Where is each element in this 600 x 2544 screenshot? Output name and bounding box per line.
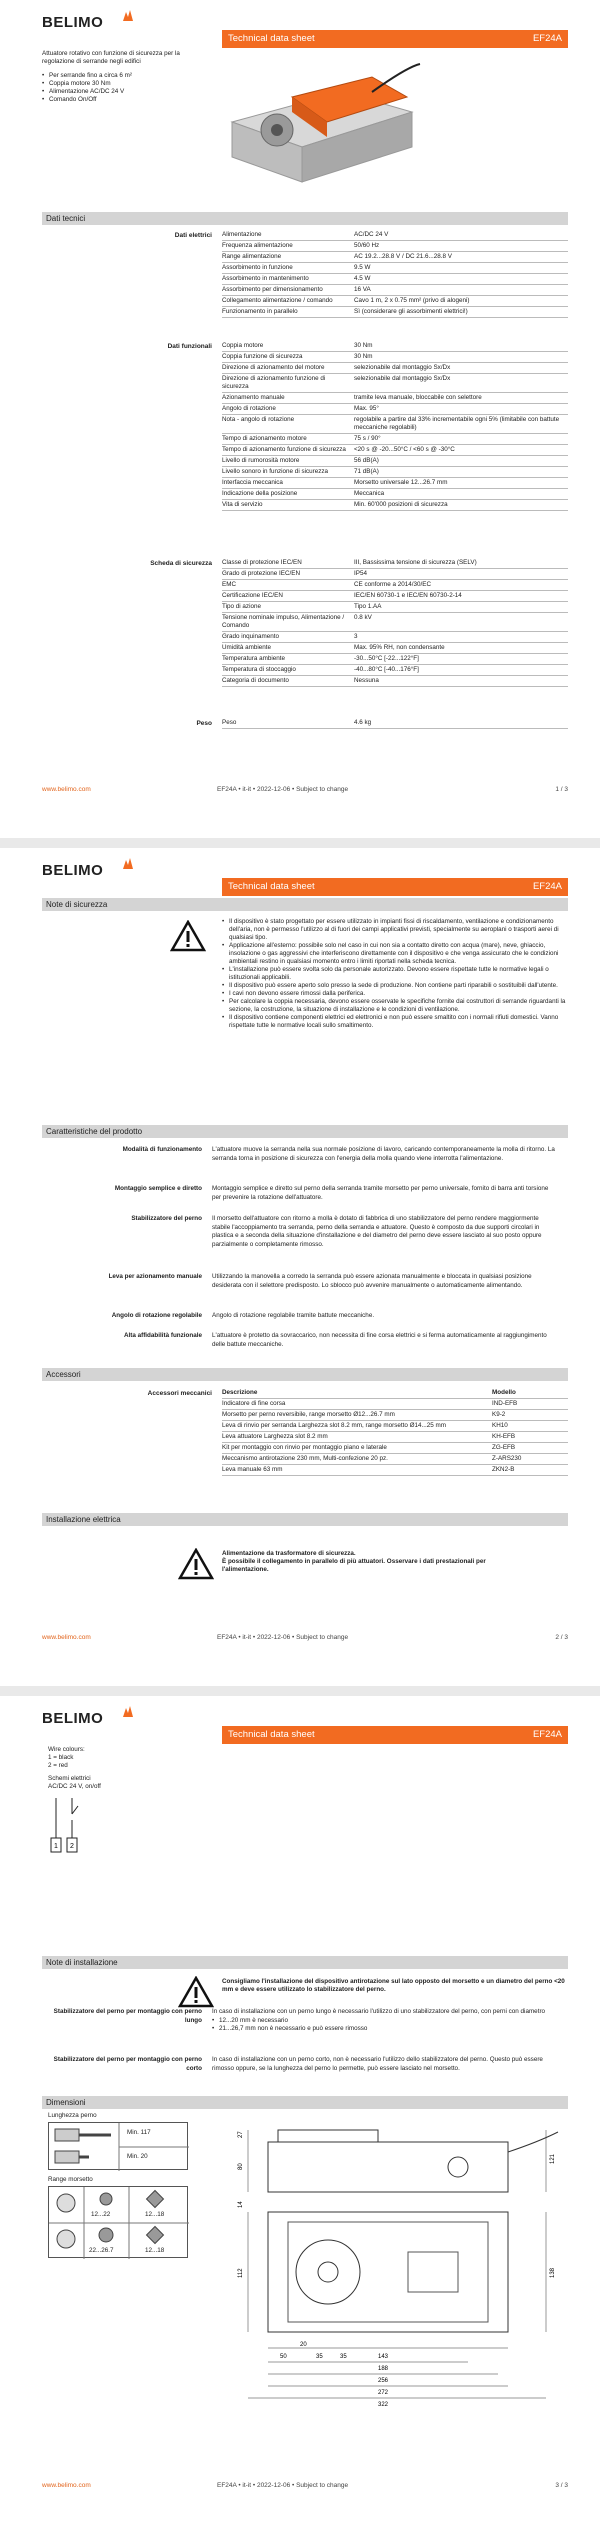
- intro-text: Attuatore rotativo con funzione di sicurezza per la regolazione di serrande negli edifici: [42, 50, 180, 65]
- page-separator: [0, 838, 600, 848]
- shaft-min-short: Min. 20: [127, 2153, 148, 2160]
- row-value: AC/DC 24 V: [354, 231, 389, 238]
- row-key: Tempo di azionamento funzione di sicurezza: [222, 446, 346, 453]
- table-row: [222, 1421, 568, 1432]
- long-shaft-text: In caso di installazione con un perno lungo è necessario l'utilizzo di uno stabilizzatore del perno, con perni con diametro: [212, 2008, 546, 2015]
- row-key: Angolo di rotazione: [222, 405, 276, 412]
- clamp-square-range: 12...18: [145, 2247, 165, 2254]
- page-2: [0, 848, 600, 1696]
- warning-icon: [178, 1548, 214, 1580]
- list-item: • Per serrande fino a circa 6 m²: [42, 72, 212, 80]
- dim-label: 272: [378, 2390, 389, 2396]
- row-key: Grado inquinamento: [222, 633, 280, 640]
- table-row: [222, 654, 568, 665]
- row-value: 9.5 W: [354, 264, 371, 271]
- row-value: Tipo 1.AA: [354, 603, 382, 610]
- feature-list: [42, 72, 212, 104]
- section-safety-notes: Note di sicurezza: [42, 898, 568, 911]
- accessory-description: Indicatore di fine corsa: [222, 1400, 286, 1407]
- dim-label: 35: [340, 2354, 347, 2360]
- dim-label: 188: [378, 2366, 389, 2372]
- clamp-round-range: 12...22: [91, 2211, 111, 2218]
- feature-label: Montaggio semplice e diretto: [114, 1185, 202, 1192]
- table-row: [222, 1410, 568, 1421]
- note-title: Alimentazione da trasformatore di sicurezza.: [222, 1550, 356, 1557]
- feature-label: Modalità di funzionamento: [122, 1146, 202, 1153]
- table-electrical: [222, 230, 568, 318]
- table-row: [222, 569, 568, 580]
- table-row: [222, 676, 568, 687]
- long-shaft-list: [212, 2017, 558, 2034]
- list-item: • Comando On/Off: [42, 96, 212, 104]
- table-row: [222, 1465, 568, 1476]
- row-key: Funzionamento in parallelo: [222, 308, 298, 315]
- footer-info: EF24A • it-it • 2022-12-06 • Subject to change: [217, 2482, 349, 2489]
- accessory-model: ZG-EFB: [492, 1444, 516, 1451]
- row-value: 30 Nm: [354, 353, 373, 360]
- row-key: Azionamento manuale: [222, 394, 285, 401]
- feature-text: L'attuatore muove la serranda nella sua normale posizione di lavoro, caricando contemporaneamente la molla di ritorno. La serranda torna in posizione di sicurezza con l'energia della molla quando viene interrotta l'alimentazione.: [212, 1146, 555, 1162]
- feature-text: L'attuatore è protetto da sovraccarico, non necessita di fine corsa elettrici e si ferma automaticamente al raggiungimento delle battute meccaniche.: [212, 1332, 547, 1348]
- table-row: [222, 230, 568, 241]
- table-row: [222, 500, 568, 511]
- table-row: [222, 252, 568, 263]
- dim-label: 80: [238, 2163, 244, 2170]
- shaft-length-title: Lunghezza perno: [48, 2112, 97, 2119]
- row-key: Classe di protezione IEC/EN: [222, 559, 302, 566]
- row-key: Collegamento alimentazione / comando: [222, 297, 333, 304]
- table-row: [222, 456, 568, 467]
- table-row: [222, 296, 568, 307]
- list-item: • Il dispositivo contiene componenti elettrici ed elettronici e non può essere smaltito con i normali rifiuti domestici. Vanno rispettate tutte le normative locali sullo smaltimento.: [222, 1014, 568, 1030]
- row-key: Umidità ambiente: [222, 644, 271, 651]
- shaft-length-box: [48, 2122, 188, 2170]
- feature-label: Alta affidabilità funzionale: [123, 1332, 202, 1339]
- group-functional: Dati funzionali: [167, 343, 212, 350]
- column-header: Modello: [492, 1389, 516, 1396]
- row-key: Temperatura di stoccaggio: [222, 666, 296, 673]
- clamp-square-range: 12...18: [145, 2211, 165, 2218]
- row-key: Interfaccia meccanica: [222, 479, 283, 486]
- accessory-model: Z-ARS230: [492, 1455, 522, 1462]
- table-row: [222, 415, 568, 434]
- row-key: Tempo di azionamento motore: [222, 435, 307, 442]
- row-value: Sì (considerare gli assorbimenti elettrici!): [354, 308, 468, 315]
- table-row: [222, 341, 568, 352]
- row-key: Range alimentazione: [222, 253, 282, 260]
- header-band: Technical data sheet EF24A: [222, 30, 568, 48]
- column-header: Descrizione: [222, 1389, 258, 1396]
- row-key: Direzione di azionamento funzione di sicurezza: [222, 375, 326, 390]
- row-value: 50/60 Hz: [354, 242, 380, 249]
- table-row: [222, 363, 568, 374]
- list-item: • I cavi non devono essere rimossi dalla periferica.: [222, 990, 568, 998]
- accessory-description: Leva di rinvio per serranda Larghezza slot 8.2 mm, range morsetto Ø14...25 mm: [222, 1422, 446, 1429]
- row-value: -30...50°C [-22...122°F]: [354, 655, 419, 662]
- belimo-logo: BELIMO: [42, 14, 103, 31]
- note-text: È possibile il collegamento in parallelo di più attuatori. Osservare i dati prestazionali per l'alimentazione.: [222, 1558, 486, 1573]
- accessory-description: Kit per montaggio con rinvio per montaggio piano e laterale: [222, 1444, 387, 1451]
- list-item: • 12...20 mm è necessario: [212, 2017, 558, 2026]
- feature-label: Stabilizzatore del perno: [131, 1215, 202, 1222]
- table-weight: [222, 718, 568, 729]
- dim-label: 14: [238, 2201, 244, 2208]
- row-value: 16 VA: [354, 286, 371, 293]
- table-row: [222, 478, 568, 489]
- row-key: Nota - angolo di rotazione: [222, 416, 295, 423]
- footer-link[interactable]: www.belimo.com: [42, 786, 91, 793]
- row-value: 3: [354, 633, 358, 640]
- feature-row: [42, 1312, 568, 1321]
- flame-icon: [121, 1705, 135, 1719]
- row-value: <20 s @ -20...50°C / <60 s @ -30°C: [354, 446, 455, 453]
- list-item: • 21...26,7 mm non è necessario e può essere rimosso: [212, 2025, 558, 2034]
- schema-title: Schemi elettrici: [48, 1775, 91, 1782]
- table-safety: [222, 558, 568, 687]
- warning-icon: [170, 920, 206, 952]
- row-key: Livello di rumorosità motore: [222, 457, 300, 464]
- table-row: [222, 602, 568, 613]
- row-value: 4.6 kg: [354, 719, 372, 726]
- page-1: [0, 0, 600, 848]
- section-installation-notes: Note di installazione: [42, 1956, 568, 1969]
- table-row: [222, 1443, 568, 1454]
- product-intro: [42, 50, 212, 104]
- table-row: [222, 632, 568, 643]
- header-band: Technical data sheet EF24A: [222, 878, 568, 896]
- table-row: [222, 393, 568, 404]
- list-item: • L'installazione può essere svolta solo da personale autorizzato. Devono essere rispettate tutte le normative legali o istituzionali applicabili.: [222, 966, 568, 982]
- feature-text: [212, 2008, 558, 2034]
- accessory-description: Leva manuale 63 mm: [222, 1466, 283, 1473]
- footer-info: EF24A • it-it • 2022-12-06 • Subject to change: [217, 786, 349, 793]
- group-weight: Peso: [196, 720, 212, 727]
- row-key: Certificazione IEC/EN: [222, 592, 283, 599]
- terminal-label: 2: [70, 1843, 74, 1850]
- table-row: [222, 1399, 568, 1410]
- actuator-photo: [222, 52, 422, 192]
- feature-label: Angolo di rotazione regolabile: [111, 1312, 202, 1319]
- feature-row: [42, 1273, 568, 1290]
- row-key: Vita di servizio: [222, 501, 263, 508]
- feature-row: [42, 1146, 568, 1163]
- row-value: selezionabile dal montaggio Sx/Dx: [354, 364, 451, 371]
- terminal-label: 1: [54, 1843, 58, 1850]
- feature-text: In caso di installazione con un perno corto, non è necessario l'utilizzo dello stabilizzatore del perno. Questo può essere rimosso oppure, se la lunghezza del perno lo permette, può essere lasciato nel morsetto.: [212, 2056, 543, 2072]
- section-technical-data: Dati tecnici: [42, 212, 568, 225]
- shaft-length-figure: [49, 2123, 189, 2171]
- feature-label: Leva per azionamento manuale: [108, 1273, 202, 1280]
- accessory-description: Morsetto per perno reversibile, range morsetto Ø12...26.7 mm: [222, 1411, 395, 1418]
- clamp-round-range: 22...26.7: [89, 2247, 114, 2254]
- row-value: Nessuna: [354, 677, 379, 684]
- feature-row: [42, 1215, 568, 1249]
- row-key: Temperatura ambiente: [222, 655, 286, 662]
- accessory-model: ZKN2-B: [492, 1466, 515, 1473]
- section-electrical-installation: Installazione elettrica: [42, 1513, 568, 1526]
- row-key: Assorbimento in mantenimento: [222, 275, 309, 282]
- group-electrical: Dati elettrici: [174, 232, 212, 239]
- feature-text: Angolo di rotazione regolabile tramite battute meccaniche.: [212, 1312, 375, 1319]
- footer-info: EF24A • it-it • 2022-12-06 • Subject to change: [217, 1634, 349, 1641]
- dim-label: 35: [316, 2354, 323, 2360]
- feature-row: [42, 1185, 568, 1202]
- wire-title: Wire colours:: [48, 1746, 85, 1753]
- table-functional: [222, 341, 568, 511]
- row-value: IEC/EN 60730-1 e IEC/EN 60730-2-14: [354, 592, 462, 599]
- row-value: Max. 95% RH, non condensante: [354, 644, 445, 651]
- list-item: • Coppia motore 30 Nm: [42, 80, 212, 88]
- table-row: [222, 643, 568, 654]
- table-row: [222, 665, 568, 676]
- table-row: [222, 285, 568, 296]
- row-key: Assorbimento per dimensionamento: [222, 286, 323, 293]
- row-value: Morsetto universale 12...26.7 mm: [354, 479, 448, 486]
- table-row: [222, 580, 568, 591]
- row-key: Tipo di azione: [222, 603, 261, 610]
- row-value: 30 Nm: [354, 342, 373, 349]
- wire-item: 2 = red: [48, 1762, 68, 1769]
- list-item: • Alimentazione AC/DC 24 V: [42, 88, 212, 96]
- list-item: • Per calcolare la coppia necessaria, devono essere osservate le specifiche fornite dai costruttori di serrande riguardanti la sezione, la costruzione, la situazione di installazione e le condizioni di ventilazione.: [222, 998, 568, 1014]
- dimension-drawing: [228, 2112, 568, 2442]
- safety-list: [222, 918, 568, 1030]
- table-row: [222, 558, 568, 569]
- table-row: [222, 434, 568, 445]
- table-row: [222, 241, 568, 252]
- table-row: [222, 404, 568, 415]
- row-value: Max. 95°: [354, 405, 379, 412]
- row-value: -40...80°C [-40...176°F]: [354, 666, 419, 673]
- accessory-model: IND-EFB: [492, 1400, 518, 1407]
- warning-icon: [178, 1976, 214, 2008]
- row-value: IP54: [354, 570, 367, 577]
- schema-subtitle: AC/DC 24 V, on/off: [48, 1783, 101, 1790]
- row-value: CE conforme a 2014/30/EC: [354, 581, 432, 588]
- table-row: [222, 591, 568, 602]
- table-header: [222, 1388, 568, 1399]
- row-key: Frequenza alimentazione: [222, 242, 293, 249]
- row-key: Peso: [222, 719, 237, 726]
- page-number: 2 / 3: [555, 1634, 568, 1641]
- dim-label: 20: [300, 2342, 307, 2348]
- dim-label: 322: [378, 2402, 389, 2408]
- table-row: [222, 489, 568, 500]
- row-value: selezionabile dal montaggio Sx/Dx: [354, 375, 451, 382]
- row-key: Coppia funzione di sicurezza: [222, 353, 303, 360]
- belimo-logo: BELIMO: [42, 1710, 103, 1727]
- row-key: Grado di protezione IEC/EN: [222, 570, 301, 577]
- section-dimensions: Dimensioni: [42, 2096, 568, 2109]
- table-row: [222, 1432, 568, 1443]
- table-row: [222, 263, 568, 274]
- row-value: 0.8 kV: [354, 614, 372, 621]
- header-band: Technical data sheet EF24A: [222, 1726, 568, 1744]
- list-item: • Applicazione all'esterno: possibile solo nel caso in cui non sia a contatto diretto con acqua (mare), neve, ghiaccio, insolazione o gas aggressivi che interferiscono direttamente con il dispositivo e che venga assicurato che le condizioni ambientali restino in qualsiasi momento entro i limiti riportati nella scheda tecnica.: [222, 942, 568, 966]
- dim-label: 27: [238, 2131, 244, 2138]
- electrical-note: [222, 1550, 522, 1574]
- list-item: • Il dispositivo può essere aperto solo presso la sede di produzione. Non contiene parti riparabili o sostituibili dall'utente.: [222, 982, 568, 990]
- dim-label: 121: [550, 2153, 556, 2164]
- group-safety: Scheda di sicurezza: [150, 560, 212, 567]
- accessory-description: Meccanismo antirotazione 230 mm, Multi-confezione 20 pz.: [222, 1455, 388, 1462]
- dim-label: 138: [550, 2267, 556, 2278]
- page-3: [0, 1696, 600, 2544]
- flame-icon: [121, 9, 135, 23]
- accessory-model: KH10: [492, 1422, 508, 1429]
- row-key: Indicazione della posizione: [222, 490, 298, 497]
- row-value: III, Bassissima tensione di sicurezza (SELV): [354, 559, 477, 566]
- feature-label: Stabilizzatore del perno per montaggio con perno corto: [53, 2056, 202, 2072]
- dim-label: 143: [378, 2354, 389, 2360]
- page-number: 1 / 3: [555, 786, 568, 793]
- feature-text: Il morsetto dell'attuatore con ritorno a molla è dotato di fabbrica di uno stabilizzatore del perno rendere maggiormente stabile l'accoppiamento tra serranda, perno della serranda e attuatore. Questo è composto da due supporti circolari in plastica e a seconda della situazione d'installazione e del diametro del perno deve essere lasciato al suo posto oppure parzialmente o completamente rimosso.: [212, 1215, 542, 1248]
- row-value: Min. 60'000 posizioni di sicurezza: [354, 501, 448, 508]
- accessory-model: KH-EFB: [492, 1433, 516, 1440]
- table-row: [222, 1454, 568, 1465]
- feature-row: [42, 1332, 568, 1349]
- feature-text: Utilizzando la manovella a corredo la serranda può essere azionata manualmente e bloccata in qualsiasi posizione desiderata con il selettore predisposto. Lo sblocco può avvenire manualmente o automaticamente alimentando.: [212, 1273, 532, 1289]
- group-mechanical-accessories: Accessori meccanici: [147, 1390, 212, 1397]
- shaft-min-long: Min. 117: [127, 2129, 151, 2136]
- row-key: Assorbimento in funzione: [222, 264, 293, 271]
- row-value: 71 dB(A): [354, 468, 379, 475]
- page-separator: [0, 1686, 600, 1696]
- row-value: 75 s / 90°: [354, 435, 381, 442]
- row-value: regolabile a partire dal 33% incrementabile ogni 5% (limitabile con battute meccaniche regolabili): [354, 416, 560, 431]
- table-row: [222, 613, 568, 632]
- section-accessories: Accessori: [42, 1368, 568, 1381]
- wire-item: 1 = black: [48, 1754, 74, 1761]
- belimo-logo: BELIMO: [42, 862, 103, 879]
- feature-row: [42, 2008, 568, 2034]
- wire-legend: [48, 1746, 208, 1791]
- row-value: 4.5 W: [354, 275, 371, 282]
- row-value: Meccanica: [354, 490, 385, 497]
- clamp-figure: [49, 2187, 189, 2259]
- row-value: AC 19.2...28.8 V / DC 21.6...28.8 V: [354, 253, 453, 260]
- feature-label: Stabilizzatore del perno per montaggio con perno lungo: [53, 2008, 202, 2024]
- footer-link[interactable]: www.belimo.com: [42, 1634, 91, 1641]
- feature-text: Montaggio semplice e diretto sul perno della serranda tramite morsetto per perno universale, fornito di barra anti torsione per prevenire la rotazione dell'attuatore.: [212, 1185, 549, 1201]
- table-row: [222, 467, 568, 478]
- row-value: 56 dB(A): [354, 457, 379, 464]
- page-number: 3 / 3: [555, 2482, 568, 2489]
- table-row: [222, 718, 568, 729]
- table-row: [222, 374, 568, 393]
- row-key: Coppia motore: [222, 342, 264, 349]
- row-value: Cavo 1 m, 2 x 0.75 mm² (privo di alogeni): [354, 297, 470, 304]
- dim-label: 50: [280, 2354, 287, 2360]
- row-key: Alimentazione: [222, 231, 262, 238]
- installation-warning: Consigliamo l'installazione del dispositivo antirotazione sul lato opposto del morsetto e un diametro del perno <20 mm e deve essere utilizzato lo stabilizzatore del perno.: [222, 1978, 565, 1993]
- accessory-model: K9-2: [492, 1411, 506, 1418]
- row-key: Tensione nominale impulso, Alimentazione / Comando: [222, 614, 345, 629]
- table-row: [222, 352, 568, 363]
- footer-link[interactable]: www.belimo.com: [42, 2482, 91, 2489]
- list-item: • Il dispositivo è stato progettato per essere utilizzato in impianti fissi di riscaldamento, ventilazione e condizionamento dell'aria, non è permesso l'utilizzo al di fuori dei campi applicativi previsti, specialmente su aeroplani o trasporti aerei di qualsiasi tipo.: [222, 918, 568, 942]
- row-key: EMC: [222, 581, 236, 588]
- clamp-range-box: [48, 2186, 188, 2258]
- row-key: Livello sonoro in funzione di sicurezza: [222, 468, 329, 475]
- table-row: [222, 307, 568, 318]
- flame-icon: [121, 857, 135, 871]
- accessories-table: [222, 1388, 568, 1476]
- feature-row: [42, 2056, 568, 2073]
- row-key: Direzione di azionamento del motore: [222, 364, 325, 371]
- dim-label: 256: [378, 2378, 389, 2384]
- table-row: [222, 445, 568, 456]
- dim-label: 112: [238, 2268, 244, 2278]
- accessory-description: Leva attuatore Larghezza slot 8.2 mm: [222, 1433, 328, 1440]
- clamp-range-title: Range morsetto: [48, 2176, 93, 2183]
- wiring-diagram: [48, 1796, 88, 1866]
- section-product-features: Caratteristiche del prodotto: [42, 1125, 568, 1138]
- row-key: Categoria di documento: [222, 677, 289, 684]
- row-value: tramite leva manuale, bloccabile con selettore: [354, 394, 482, 401]
- table-row: [222, 274, 568, 285]
